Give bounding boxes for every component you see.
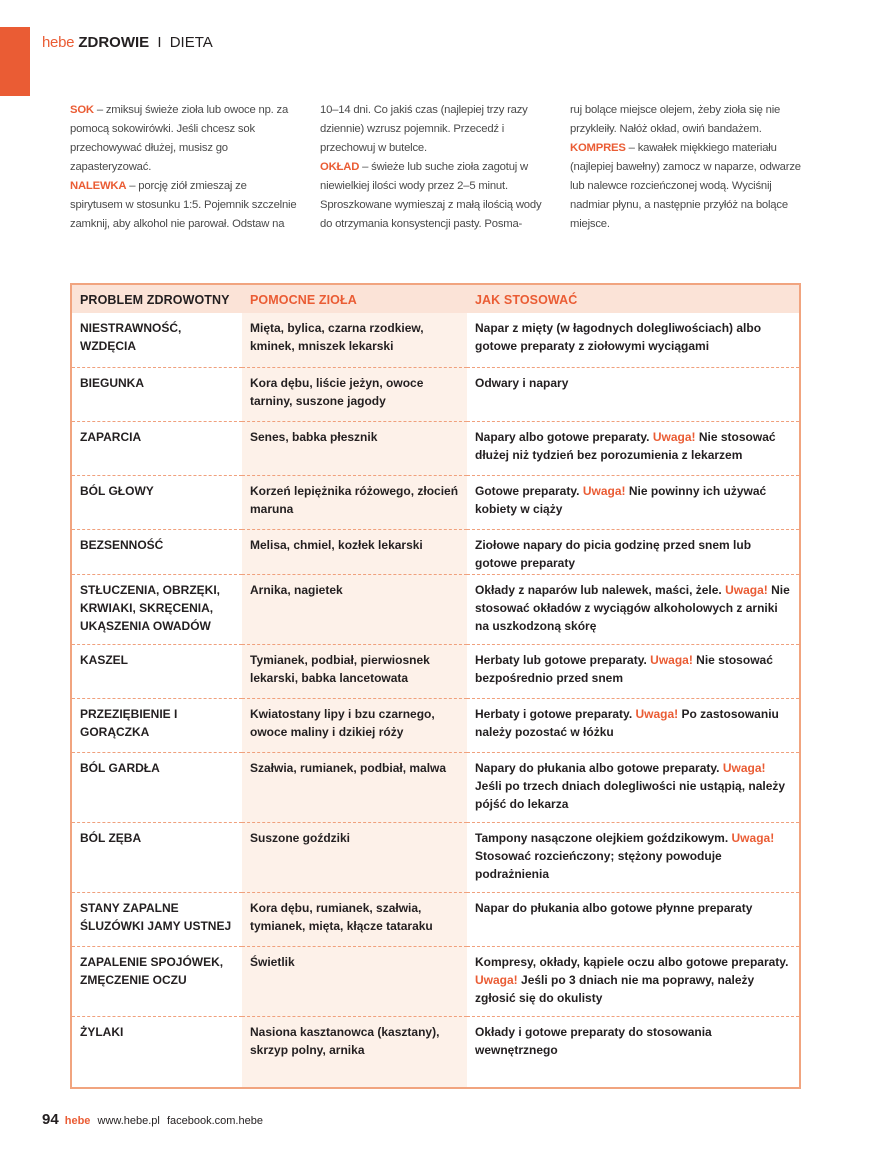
warning-label: Uwaga! [652,429,696,444]
cell-usage [467,822,799,892]
intro-cont-2: 10–14 dni. Co jakiś czas (najlepiej trzy razy dziennie) wzrusz pojemnik. Przecedź i przechowuj w butelce. [320,104,528,154]
warning-label: Uwaga! [722,760,766,775]
herbs-table-frame [70,283,801,1089]
cell-herbs: Senes, babka płesznik [242,421,467,475]
table-row [72,752,799,822]
warning-label: Uwaga! [725,582,768,597]
cell-usage [467,698,799,752]
cell-problem: ZAPALENIE SPOJÓWEK, ZMĘCZENIE OCZU [72,946,242,1016]
header-herbs: POMOCNE ZIOŁA [242,285,467,313]
table-row [72,892,799,946]
cell-usage [467,644,799,698]
usage-text: Napar z mięty (w łagodnych dolegliwościach) albo gotowe preparaty z ziołowymi wyciągami [475,321,762,353]
header-usage: JAK STOSOWAĆ [467,285,799,313]
table-row [72,698,799,752]
term-kompres: KOMPRES [570,142,626,154]
intro-column-2 [320,101,552,234]
cell-problem: PRZEZIĘBIENIE I GORĄCZKA [72,698,242,752]
cell-herbs: Mięta, bylica, czarna rzodkiew, kminek, mniszek lekarski [242,313,467,367]
usage-text: Okłady z naparów lub nalewek, maści, żele. [475,582,726,597]
table-header-row [72,285,799,313]
intro-nalewka [70,177,302,234]
warning-label: Uwaga! [475,972,518,987]
term-nalewka: NALEWKA [70,180,127,192]
cell-problem: BÓL GARDŁA [72,752,242,822]
usage-text: Ziołowe napary do picia godzinę przed snem lub gotowe preparaty [475,537,752,570]
cell-problem: ŻYLAKI [80,1024,124,1039]
nalewka-desc: – porcję ziół zmieszaj ze spirytusem w stosunku 1:5. Pojemnik szczelnie zamknij, aby alkohol nie parował. Odstaw na [70,180,297,230]
sok-desc: – zmiksuj świeże zioła lub owoce np. za pomocą sokowirówki. Jeśli chcesz sok przechowywać dłużej, musisz go zapasteryzować. [70,104,289,173]
subsection-title: DIETA [169,34,213,51]
usage-text: Herbaty lub gotowe preparaty. [475,652,651,667]
cell-problem: NIESTRAWNOŚĆ, WZDĘCIA [72,313,242,367]
brand-logo: hebe [42,34,75,51]
table-row [72,529,799,574]
table-row [72,421,799,475]
cell-problem: KASZEL [72,644,242,698]
table-row [72,946,799,1016]
table-row [72,1016,799,1070]
cell-usage [467,367,799,421]
cell-problem: BEZSENNOŚĆ [72,529,242,574]
usage-text-cont: Jeśli po trzech dniach dolegliwości nie ustąpią, należy pójść do lekarza [475,778,786,811]
cell-usage [467,946,799,1016]
warning-label: Uwaga! [582,483,626,498]
header-separator: I [157,34,162,51]
intro-sok [70,101,302,177]
cell-herbs: Suszone goździki [242,822,467,892]
usage-text: Odwary i napary [475,375,569,390]
warning-label: Uwaga! [635,706,679,721]
warning-label: Uwaga! [650,652,693,667]
usage-text: Gotowe preparaty. [475,483,583,498]
herbs-table [72,285,799,1070]
cell-herbs: Melisa, chmiel, kozłek lekarski [242,529,467,574]
usage-text: Herbaty i gotowe preparaty. [475,706,636,721]
cell-usage [467,421,799,475]
table-row [72,367,799,421]
usage-text-cont: Nie stosować dłużej niż tydzień bez porozumienia z lekarzem [475,429,776,462]
cell-usage [467,752,799,822]
term-sok: SOK [70,104,94,116]
usage-text: Okłady i gotowe preparaty do stosowania wewnętrznego [475,1024,712,1057]
cell-usage [467,313,799,367]
term-oklad: OKŁAD [320,161,360,173]
intro-kompres [570,139,802,234]
table-row [72,644,799,698]
usage-text-cont: Nie stosować okładów z wyciągów alkoholowych z arniki na uszkodzoną skórę [475,582,790,633]
oklad-desc: – świeże lub suche zioła zagotuj w niewielkiej ilości wody przez 2–5 minut. Sproszkowane wymieszaj z małą ilością wody do otrzymania konsystencji pasty. Posma- [320,161,542,230]
usage-text: Napary albo gotowe preparaty. [475,429,653,444]
cell-problem: BIEGUNKA [72,367,242,421]
cell-herbs: Arnika, nagietek [242,574,467,644]
usage-text-cont: Nie stosować bezpośrednio przed snem [475,652,773,685]
usage-text-cont: Stosować rozcieńczony; stężony powoduje podrażnienia [475,848,722,881]
cell-herbs: Korzeń lepiężnika różowego, złocień maruna [242,475,467,529]
cell-problem: STANY ZAPALNE ŚLUZÓWKI JAMY USTNEJ [72,892,242,946]
section-title: ZDROWIE [78,34,150,51]
page-footer [42,1111,263,1128]
intro-cont-3: ruj bolące miejsce olejem, żeby zioła się nie przykleiły. Nałóż okład, owiń bandażem. [570,104,781,135]
usage-text: Napary do płukania albo gotowe preparaty. [475,760,723,775]
table-row [72,475,799,529]
usage-text-cont: Nie powinny ich używać kobiety w ciąży [475,483,767,516]
intro-column-1 [70,101,302,234]
cell-herbs: Kora dębu, liście jeżyn, owoce tarniny, suszone jagody [242,367,467,421]
intro-oklad [320,158,552,234]
usage-text: Napar do płukania albo gotowe płynne preparaty [475,900,753,915]
footer-brand: hebe [64,1115,91,1127]
cell-problem: ZAPARCIA [72,421,242,475]
cell-usage [467,892,799,946]
footer-website: www.hebe.pl [97,1115,160,1127]
cell-problem: BÓL GŁOWY [72,475,242,529]
cell-herbs: Kora dębu, rumianek, szałwia, tymianek, mięta, kłącze tataraku [242,892,467,946]
usage-text-cont: Jeśli po 3 dniach nie ma poprawy, należy zgłosić się do okulisty [475,972,755,1005]
cell-problem: STŁUCZENIA, OBRZĘKI, KRWIAKI, SKRĘCENIA, UKĄSZENIA OWADÓW [72,574,242,644]
cell-herbs: Świetlik [242,946,467,1016]
cell-herbs: Kwiatostany lipy i bzu czarnego, owoce maliny i dzikiej róży [242,698,467,752]
table-row [72,574,799,644]
header-problem: PROBLEM ZDROWOTNY [72,285,242,313]
footer-facebook: facebook.com.hebe [166,1115,263,1127]
cell-usage [467,574,799,644]
cell-herbs: Tymianek, podbiał, pierwiosnek lekarski, babka lancetowata [242,644,467,698]
section-tab-marker [0,27,30,96]
page-number: 94 [42,1111,59,1128]
usage-text-cont: Po zastosowaniu należy pozostać w łóżku [475,706,779,739]
usage-text: Tampony nasączone olejkiem goździkowym. [475,830,732,845]
intro-column-3 [570,101,802,234]
cell-problem: BÓL ZĘBA [72,822,242,892]
cell-usage [467,1016,799,1070]
cell-usage [467,475,799,529]
cell-usage [467,529,799,574]
cell-herbs: Nasiona kasztanowca (kasztany), skrzyp polny, arnika [250,1024,440,1057]
page-header [42,33,213,53]
kompres-desc: – kawałek miękkiego materiału (najlepiej bawełny) zamocz w naparze, odwarze lub nalewce rozcieńczonej wodą. Wyciśnij nadmiar płynu, a następnie przyłóż na bolące miejsce. [570,142,801,230]
table-row [72,822,799,892]
table-row [72,313,799,367]
cell-herbs: Szałwia, rumianek, podbiał, malwa [242,752,467,822]
warning-label: Uwaga! [731,830,775,845]
usage-text: Kompresy, okłady, kąpiele oczu albo gotowe preparaty. [475,954,789,969]
